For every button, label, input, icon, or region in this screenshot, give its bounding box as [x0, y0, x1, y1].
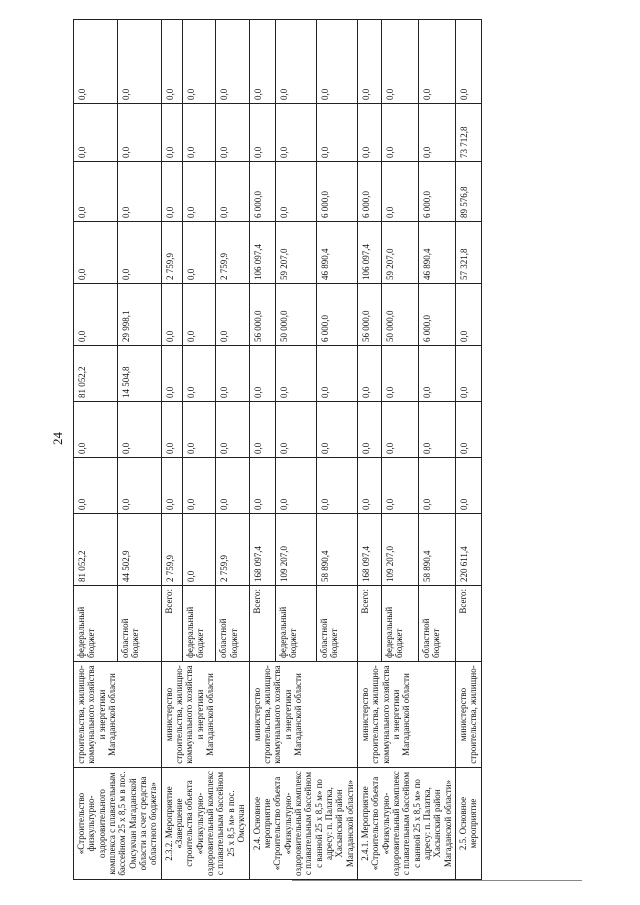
amount-y4: 56 000,0 — [249, 284, 275, 346]
amount-y8: 0,0 — [249, 20, 275, 104]
amount-y8: 0,0 — [74, 20, 118, 104]
executor: министерство строительства, жилищно-коммунального хозяйства и энергетики Магаданской области — [161, 662, 249, 768]
amount-y3: 0,0 — [249, 346, 275, 402]
table-body — [74, 20, 482, 880]
amount-total: 81 052,2 — [74, 514, 118, 586]
funding-source: федеральный бюджет — [381, 586, 418, 662]
amount-y5: 57 321,8 — [456, 222, 482, 284]
amount-y3: 0,0 — [216, 346, 249, 402]
amount-y7: 0,0 — [216, 104, 249, 162]
executor: строительства, жилищно-коммунального хозяйства и энергетики Магаданской области — [74, 662, 162, 768]
amount-y6: 6 000,0 — [316, 162, 357, 222]
amount-y1: 0,0 — [275, 458, 316, 514]
amount-total: 58 890,4 — [316, 514, 357, 586]
amount-y4: 0,0 — [456, 284, 482, 346]
amount-total: 109 207,0 — [381, 514, 418, 586]
amount-y7: 0,0 — [161, 104, 182, 162]
amount-y6: 6 000,0 — [418, 162, 455, 222]
amount-y8: 0,0 — [161, 20, 182, 104]
amount-y4: 6 000,0 — [418, 284, 455, 346]
amount-y4: 56 000,0 — [357, 284, 381, 346]
amount-y2: 0,0 — [418, 402, 455, 458]
amount-y7: 0,0 — [249, 104, 275, 162]
amount-total: 220 611,4 — [456, 514, 482, 586]
activity-name: 2.4.1. Мероприятие «Строительство объекта «Физкультурно-оздоровительный комплекс с плавательным бассейном с ванной 25 х 8,5 м» по адресу: п. Палатка, Хасынский район Магаданской области» — [357, 768, 455, 880]
activity-name: «Строительство физкультурно-оздоровительного комплекса с плавательным бассейном 25 х 8,5 м в пос. Омсукчан Магаданской области за счет средства областного бюджета» — [74, 768, 162, 880]
amount-total: 109 207,0 — [275, 514, 316, 586]
activity-name: 2.3.2. Мероприятие «Завершение строительства объекта «Физкультурно-оздоровительный комплекс с плавательным бассейном 25 х 8,5 м» в пос. Омсукчан — [161, 768, 249, 880]
amount-y2: 0,0 — [216, 402, 249, 458]
amount-y4: 50 000,0 — [275, 284, 316, 346]
amount-y5: 106 097,4 — [249, 222, 275, 284]
amount-y1: 0,0 — [316, 458, 357, 514]
footer-rule — [292, 880, 582, 881]
table-row — [456, 20, 482, 880]
amount-y8: 0,0 — [456, 20, 482, 104]
amount-y4: 29 998,1 — [117, 284, 161, 346]
amount-total: 2 759,9 — [161, 514, 182, 586]
amount-y1: 0,0 — [161, 458, 182, 514]
amount-y3: 0,0 — [275, 346, 316, 402]
amount-y2: 0,0 — [182, 402, 215, 458]
amount-y4: 6 000,0 — [316, 284, 357, 346]
amount-y3: 0,0 — [316, 346, 357, 402]
amount-y8: 0,0 — [182, 20, 215, 104]
amount-y2: 0,0 — [456, 402, 482, 458]
funding-source: федеральный бюджет — [74, 586, 118, 662]
amount-y3: 0,0 — [456, 346, 482, 402]
amount-y2: 0,0 — [74, 402, 118, 458]
amount-y7: 0,0 — [74, 104, 118, 162]
amount-y6: 0,0 — [74, 162, 118, 222]
amount-y6: 0,0 — [381, 162, 418, 222]
amount-y3: 14 504,8 — [117, 346, 161, 402]
amount-y7: 73 712,8 — [456, 104, 482, 162]
amount-y6: 0,0 — [161, 162, 182, 222]
amount-y6: 6 000,0 — [357, 162, 381, 222]
amount-y5: 106 097,4 — [357, 222, 381, 284]
amount-y3: 81 052,2 — [74, 346, 118, 402]
amount-y5: 2 759,9 — [161, 222, 182, 284]
funding-source: областной бюджет — [117, 586, 161, 662]
amount-y1: 0,0 — [182, 458, 215, 514]
amount-y7: 0,0 — [418, 104, 455, 162]
amount-y8: 0,0 — [357, 20, 381, 104]
amount-y2: 0,0 — [357, 402, 381, 458]
amount-y6: 0,0 — [117, 162, 161, 222]
amount-y4: 0,0 — [216, 284, 249, 346]
amount-y1: 0,0 — [418, 458, 455, 514]
amount-y6: 0,0 — [182, 162, 215, 222]
executor: министерство строительства, жилищно-коммунального хозяйства и энергетики Магаданской области — [357, 662, 455, 768]
amount-y2: 0,0 — [275, 402, 316, 458]
amount-y5: 0,0 — [74, 222, 118, 284]
amount-y5: 59 207,0 — [275, 222, 316, 284]
amount-y1: 0,0 — [74, 458, 118, 514]
amount-y1: 0,0 — [249, 458, 275, 514]
amount-y8: 0,0 — [117, 20, 161, 104]
amount-y5: 59 207,0 — [381, 222, 418, 284]
amount-y6: 0,0 — [275, 162, 316, 222]
activity-name: 2.5. Основное мероприятие — [456, 768, 482, 880]
amount-y2: 0,0 — [316, 402, 357, 458]
amount-y1: 0,0 — [381, 458, 418, 514]
amount-y3: 0,0 — [357, 346, 381, 402]
funding-source: Всего: — [357, 586, 381, 662]
activity-name: 2.4. Основное мероприятие «Строительство объекта «Физкультурно-оздоровительный комплекс с плавательным бассейном с ванной 25 х 8,5 м» по адресу: п. Палатка, Хасынский район Магаданской области» — [249, 768, 357, 880]
funding-source: федеральный бюджет — [275, 586, 316, 662]
amount-y2: 0,0 — [381, 402, 418, 458]
amount-y7: 0,0 — [381, 104, 418, 162]
amount-y1: 0,0 — [456, 458, 482, 514]
funding-source: Всего: — [161, 586, 182, 662]
executor: министерство строительства, жилищно- — [456, 662, 482, 768]
amount-y2: 0,0 — [161, 402, 182, 458]
funding-source: Всего: — [456, 586, 482, 662]
amount-y8: 0,0 — [381, 20, 418, 104]
funding-source: областной бюджет — [316, 586, 357, 662]
amount-y5: 46 890,4 — [418, 222, 455, 284]
amount-y3: 0,0 — [381, 346, 418, 402]
table-row — [249, 20, 275, 880]
amount-y5: 46 890,4 — [316, 222, 357, 284]
amount-y5: 0,0 — [182, 222, 215, 284]
amount-y2: 0,0 — [249, 402, 275, 458]
page-number: 24 — [50, 432, 65, 445]
executor: министерство строительства, жилищно-коммунального хозяйства и энергетики Магаданской области — [249, 662, 357, 768]
funding-source: Всего: — [249, 586, 275, 662]
amount-y7: 0,0 — [316, 104, 357, 162]
amount-y4: 0,0 — [74, 284, 118, 346]
amount-y3: 0,0 — [182, 346, 215, 402]
amount-y7: 0,0 — [182, 104, 215, 162]
budget-table — [73, 19, 482, 880]
amount-y8: 0,0 — [316, 20, 357, 104]
amount-total: 168 097,4 — [249, 514, 275, 586]
amount-y3: 0,0 — [418, 346, 455, 402]
amount-y5: 2 759,9 — [216, 222, 249, 284]
amount-y8: 0,0 — [216, 20, 249, 104]
amount-y4: 0,0 — [161, 284, 182, 346]
amount-y7: 0,0 — [357, 104, 381, 162]
amount-y6: 89 576,8 — [456, 162, 482, 222]
amount-y8: 0,0 — [418, 20, 455, 104]
funding-source: областной бюджет — [418, 586, 455, 662]
amount-y1: 0,0 — [357, 458, 381, 514]
amount-y3: 0,0 — [161, 346, 182, 402]
amount-y4: 50 000,0 — [381, 284, 418, 346]
amount-y7: 0,0 — [117, 104, 161, 162]
amount-y5: 0,0 — [117, 222, 161, 284]
amount-total: 168 097,4 — [357, 514, 381, 586]
funding-source: федеральный бюджет — [182, 586, 215, 662]
amount-y8: 0,0 — [275, 20, 316, 104]
amount-y6: 6 000,0 — [249, 162, 275, 222]
amount-y7: 0,0 — [275, 104, 316, 162]
amount-total: 0,0 — [182, 514, 215, 586]
amount-y2: 0,0 — [117, 402, 161, 458]
amount-y6: 0,0 — [216, 162, 249, 222]
amount-y1: 0,0 — [117, 458, 161, 514]
table-row — [357, 20, 381, 880]
table-row — [74, 20, 118, 880]
funding-source: областной бюджет — [216, 586, 249, 662]
amount-total: 58 890,4 — [418, 514, 455, 586]
amount-y1: 0,0 — [216, 458, 249, 514]
amount-total: 44 502,9 — [117, 514, 161, 586]
table-row — [161, 20, 182, 880]
amount-y4: 0,0 — [182, 284, 215, 346]
amount-total: 2 759,9 — [216, 514, 249, 586]
